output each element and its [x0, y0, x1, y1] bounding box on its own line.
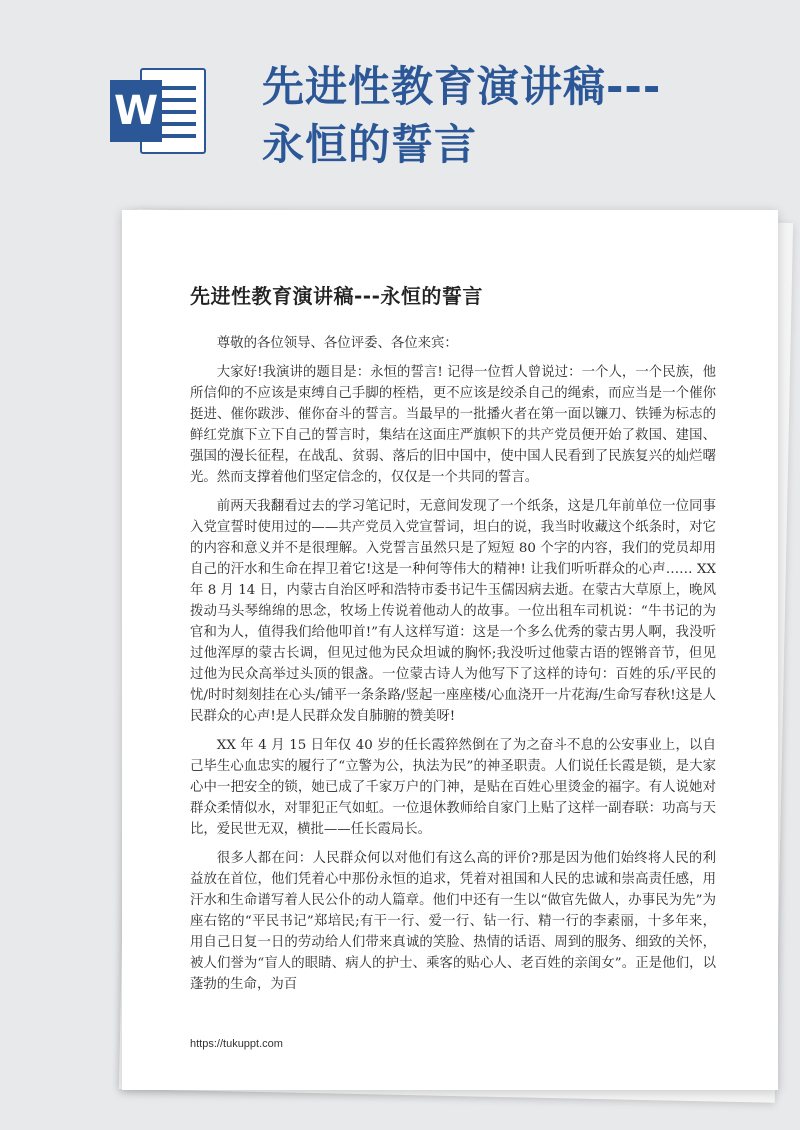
paragraph-3: XX 年 4 月 15 日年仅 40 岁的任长霞猝然倒在了为之奋斗不息的公安事业上，以自己毕生心血忠实的履行了“立警为公，执法为民”的神圣职责。人们说任长霞是锁，是大家心中一把安全的锁，她已成了千家万户的门神，是贴在百姓心里烫金的福字。有人说她对群众柔情似水，对罪犯正气如虹。一位退休教师给自家门上贴了这样一副春联：功高与天比，爱民世无双，横批——任长霞局长。: [190, 738, 716, 837]
paragraph-4: 很多人都在问：人民群众何以对他们有这么高的评价?那是因为他们始终将人民的利益放在首位，他们凭着心中那份永恒的追求，凭着对祖国和人民的忠诚和崇高责任感，用汗水和生命谱写着人民公仆的动人篇章。他们中还有一生以“做官先做人，办事民为先”为座右铭的“平民书记”郑培民;有干一行、爱一行、钻一行、精一行的李素丽，十多年来，用自己日复一日的劳动给人们带来真诚的笑脸、热情的话语、周到的服务、细致的关怀，被人们誉为“盲人的眼睛、病人的护士、乘客的贴心人、老百姓的亲闺女”。正是他们，以蓬勃的生命，为百: [190, 851, 716, 992]
document-page: [122, 210, 778, 1090]
word-app-icon: [110, 62, 208, 160]
word-icon-badge: W: [110, 80, 162, 142]
banner-title: 先进性教育演讲稿---永恒的誓言: [262, 62, 662, 169]
paragraph-2: 前两天我翻看过去的学习笔记时，无意间发现了一个纸条，这是几年前单位一位同事入党宣誓时使用过的——共产党员入党宣誓词，坦白的说，我当时收藏这个纸条时，对它的内容和意义并不是很理解。入党誓言虽然只是了短短 80 个字的内容，我们的党员却用自己的汗水和生命在捍卫着它!这是一种何等伟大的精神! 让我们听听群众的心声…… XX 年 8 月 14 日，内蒙古自治区呼和浩特市委书记牛玉儒因病去逝。在蒙古大草原上，晚风拨动马头琴绵绵的思念，牧场上传说着他动人的故事。一位出租车司机说：“牛书记的为官和为人，值得我们给他叩首!”有人这样写道：这是一个多么优秀的蒙古男人啊，我没听过他浑厚的蒙古长调，但见过他为民众坦诚的胸怀;我没听过他蒙古语的铿锵音节，但见过他为民众高举过头顶的银盏。一位蒙古诗人为他写下了这样的诗句：百姓的乐/平民的忧/时时刻刻挂在心头/铺平一条条路/竖起一座座楼/心血浇开一片花海/生命写春秋!这是人民群众的心声!是人民群众发自肺腑的赞美呀!: [190, 499, 716, 724]
paragraph-salutation: 尊敬的各位领导、各位评委、各位来宾：: [216, 336, 458, 351]
paragraph-1: 大家好!我演讲的题目是：永恒的誓言! 记得一位哲人曾说过：一个人，一个民族，他所信仰的不应该是束缚自己手脚的桎梏，更不应该是绞杀自己的绳索，而应当是一个催你挺进、催你跋涉、催你奋斗的誓言。当最早的一批播火者在第一面以镰刀、铁锤为标志的鲜红党旗下立下自己的誓言时，集结在这面庄严旗帜下的共产党员便开始了救国、建国、强国的漫长征程，在战乱、贫弱、落后的旧中国中，使中国人民看到了民族复兴的灿烂曙光。然而支撑着他们坚定信念的，仅仅是一个共同的誓言。: [190, 365, 716, 485]
document-title: 先进性教育演讲稿---永恒的誓言: [190, 284, 483, 308]
footer-url[interactable]: https://tukuppt.com: [190, 1038, 283, 1050]
